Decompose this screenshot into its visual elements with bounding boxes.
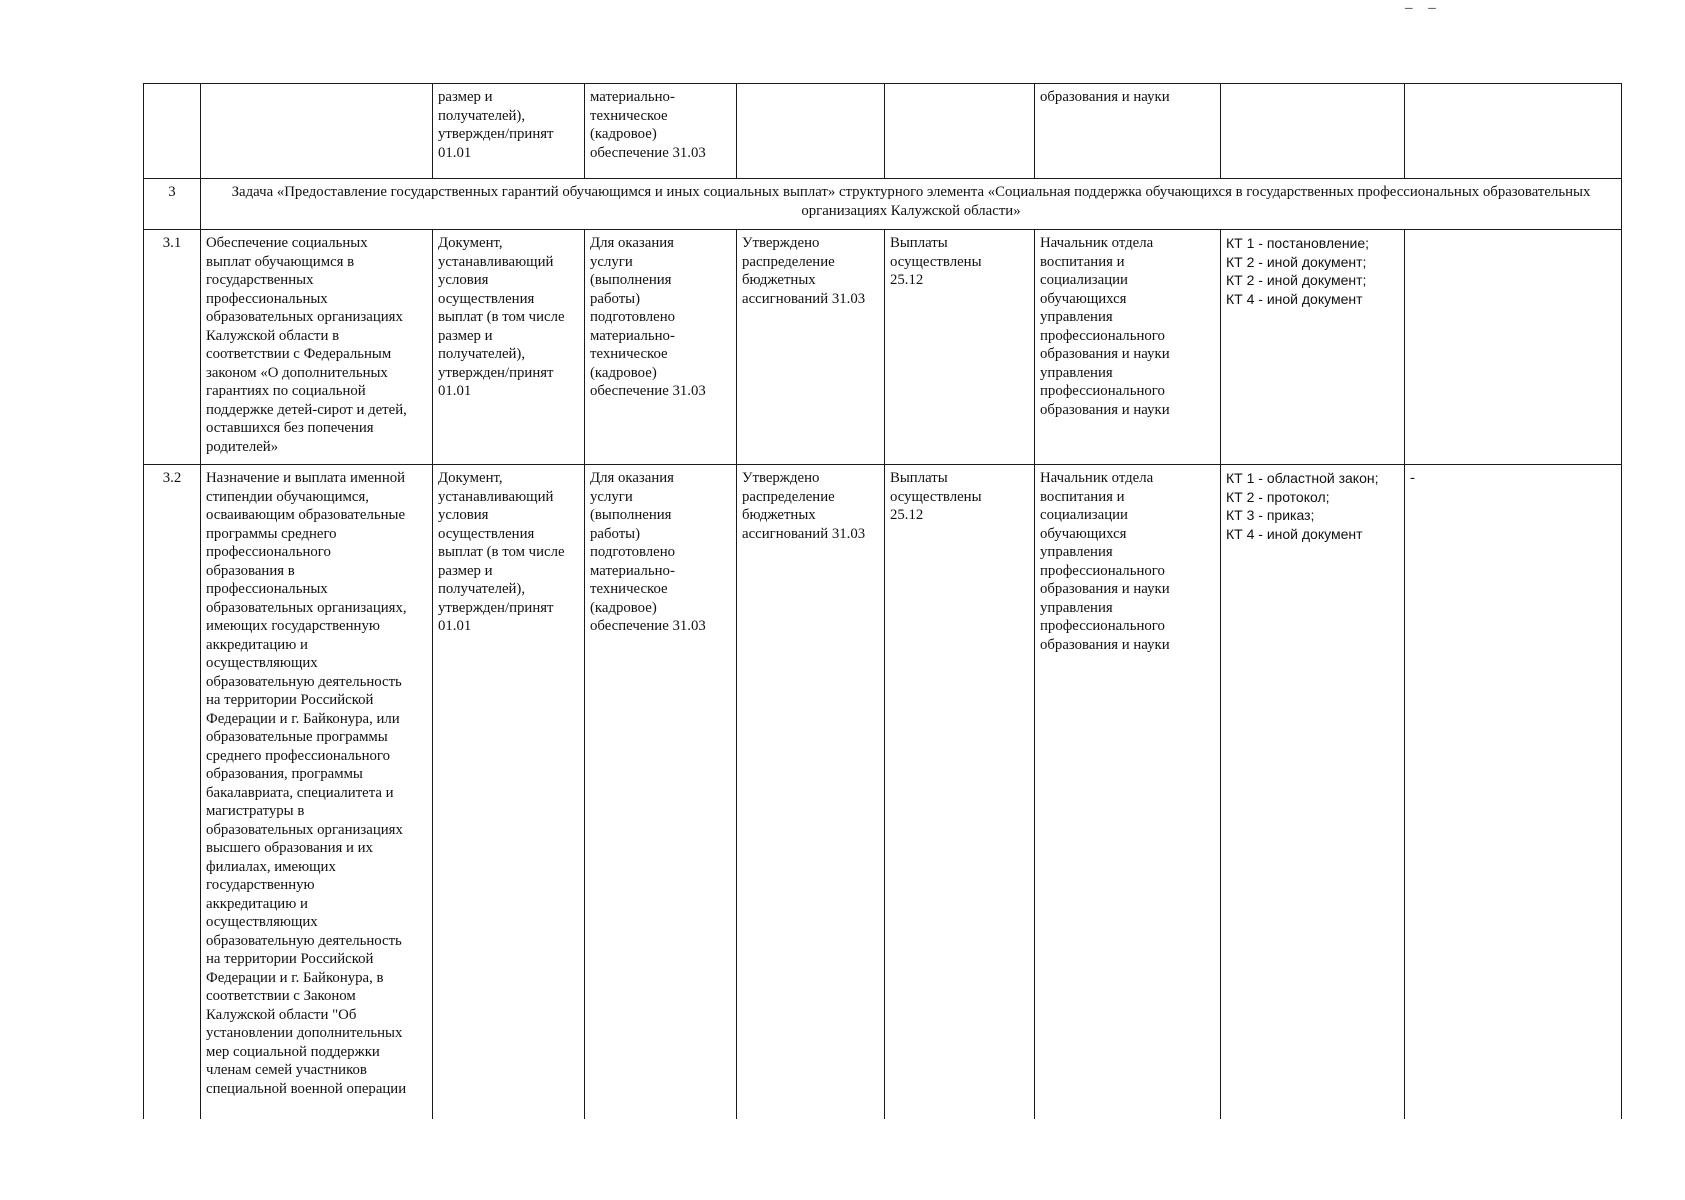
measure-name-cell (201, 84, 433, 179)
service-cell: Для оказания услуги (выполнения работы) подготовлено материально- техническое (кадровое) обеспечение 31.03 (585, 465, 737, 1120)
row-number-cell: 3 (144, 179, 201, 230)
service-cell: материально- техническое (кадровое) обеспечение 31.03 (585, 84, 737, 179)
table-row (144, 465, 1622, 1120)
extra-cell (1405, 84, 1622, 179)
extra-cell (1405, 230, 1622, 465)
budget-cell: Утверждено распределение бюджетных ассигнований 31.03 (737, 230, 885, 465)
table-row (144, 84, 1622, 179)
task-title-cell: Задача «Предоставление государственных гарантий обучающимся и иных социальных выплат» структурного элемента «Социальная поддержка обучающихся в государственных профессиональных образовательных организациях Калужской области» (201, 179, 1622, 230)
control-type-cell: КТ 1 - областной закон; КТ 2 - протокол; КТ 3 - приказ; КТ 4 - иной документ (1221, 465, 1405, 1120)
document-cell: Документ, устанавливающий условия осуществления выплат (в том числе размер и получателей), утвержден/принят 01.01 (433, 465, 585, 1120)
measure-name-cell: Назначение и выплата именной стипендии обучающимся, осваивающим образовательные программы среднего профессионального образования в профессиональных образовательных организациях, имеющих государственную аккредитацию и осуществляющих образовательную деятельность на территории Российской Федерации и г. Байконура, или образовательные программы среднего профессионального образования, программы бакалавриата, специалитета и магистратуры в образовательных организациях высшего образования и их филиалах, имеющих государственную аккредитацию и осуществляющих образовательную деятельность на территории Российской Федерации и г. Байконура, в соответствии с Законом Калужской области "Об установлении дополнительных мер социальной поддержки членам семей участников специальной военной операции (201, 465, 433, 1120)
budget-cell (737, 84, 885, 179)
task-row (144, 179, 1622, 230)
budget-cell: Утверждено распределение бюджетных ассигнований 31.03 (737, 465, 885, 1120)
document-cell: Документ, устанавливающий условия осуществления выплат (в том числе размер и получателей), утвержден/принят 01.01 (433, 230, 585, 465)
document-cell: размер и получателей), утвержден/принят 01.01 (433, 84, 585, 179)
measure-name-cell: Обеспечение социальных выплат обучающимся в государственных профессиональных образовательных организациях Калужской области в соответствии с Федеральным законом «О дополнительных гарантиях по социальной поддержке детей-сирот и детей, оставшихся без попечения родителей» (201, 230, 433, 465)
control-points-table (143, 83, 1622, 1119)
control-type-cell (1221, 84, 1405, 179)
responsible-cell: Начальник отдела воспитания и социализации обучающихся управления профессионального образования и науки управления профессионального образования и науки (1035, 465, 1221, 1120)
table-row (144, 230, 1622, 465)
row-number-cell: 3.1 (144, 230, 201, 465)
row-number-cell: 3.2 (144, 465, 201, 1120)
responsible-cell: образования и науки (1035, 84, 1221, 179)
payments-cell: Выплаты осуществлены 25.12 (885, 230, 1035, 465)
row-number-cell (144, 84, 201, 179)
page-number-mark: – – (1405, 0, 1442, 16)
extra-cell: - (1405, 465, 1622, 1120)
responsible-cell: Начальник отдела воспитания и социализации обучающихся управления профессионального образования и науки управления профессионального образования и науки (1035, 230, 1221, 465)
service-cell: Для оказания услуги (выполнения работы) подготовлено материально- техническое (кадровое) обеспечение 31.03 (585, 230, 737, 465)
control-type-cell: КТ 1 - постановление; КТ 2 - иной документ; КТ 2 - иной документ; КТ 4 - иной документ (1221, 230, 1405, 465)
payments-cell (885, 84, 1035, 179)
payments-cell: Выплаты осуществлены 25.12 (885, 465, 1035, 1120)
